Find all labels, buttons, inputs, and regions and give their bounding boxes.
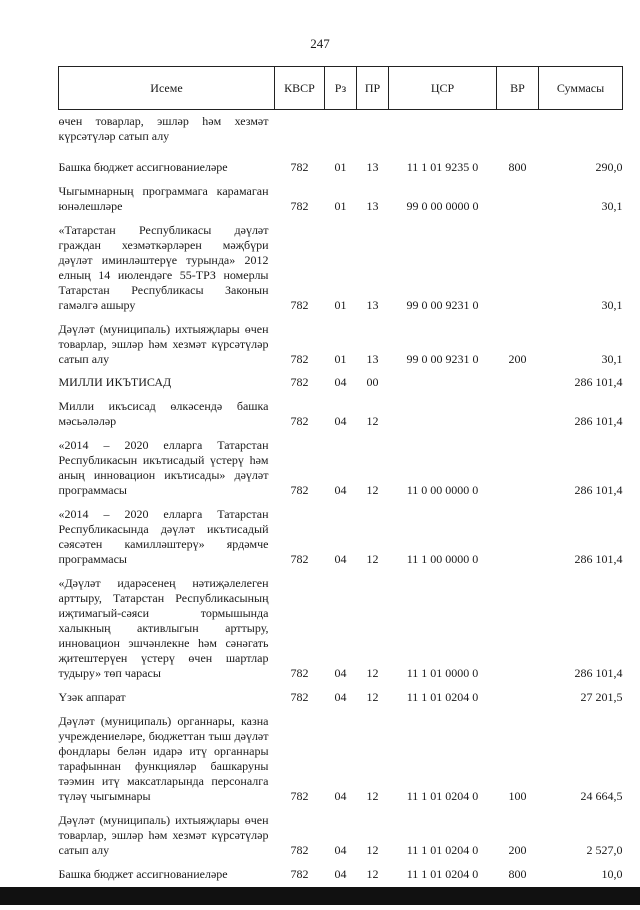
row-name: «2014 – 2020 елларга Татарстан Республикасында дәүләт икътисадый сәясәтен камилләштерү» ярдәмче программасы [59,502,275,571]
header-sum: Суммасы [539,67,623,110]
row-sum: 10,0 [539,862,623,886]
header-vr: ВР [497,67,539,110]
row-kvsr: 782 [275,218,325,317]
row-vr [497,110,539,149]
row-csr: 11 1 01 0204 0 [389,709,497,808]
row-kvsr [275,110,325,149]
row-pr: 12 [357,571,389,685]
row-rz: 01 [325,317,357,371]
row-vr: 200 [497,317,539,371]
table-row [59,110,623,149]
row-name: «Татарстан Республикасы дәүләт граждан хезмәткәрләрен мәҗбүри дәүләт иминләштерүе турында» 2012 елның 14 июлендәге 55-ТРЗ номерлы Татарстан Республикасы Законын гамәлгә ашыру [59,218,275,317]
budget-table [58,66,623,910]
table-row [59,218,623,317]
row-vr [497,394,539,433]
row-name: Милли икъсисад өлкәсендә башка мәсьәләләр [59,394,275,433]
row-kvsr: 782 [275,709,325,808]
header-kvsr: КВСР [275,67,325,110]
row-rz: 04 [325,394,357,433]
row-kvsr: 782 [275,571,325,685]
row-name: МИЛЛИ ИКЪТИСАД [59,371,275,394]
row-vr [497,685,539,709]
table-body [59,110,623,910]
table-row [59,808,623,862]
row-name: Үзәк аппарат [59,685,275,709]
row-sum: 286 101,4 [539,433,623,502]
row-sum: 286 101,4 [539,371,623,394]
header-name: Исеме [59,67,275,110]
row-pr: 12 [357,685,389,709]
row-rz: 01 [325,218,357,317]
row-name: Дәүләт (муниципаль) ихтыяҗлары өчен товарлар, эшләр һәм хезмәт күрсәтүләр сатып алу [59,317,275,371]
row-pr: 12 [357,502,389,571]
row-name: Чыгымнарның программага карамаган юнәлешләре [59,179,275,218]
row-rz: 04 [325,502,357,571]
row-csr [389,394,497,433]
row-csr: 99 0 00 9231 0 [389,317,497,371]
row-csr [389,110,497,149]
row-vr [497,371,539,394]
row-name: Дәүләт (муниципаль) ихтыяҗлары өчен товарлар, эшләр һәм хезмәт күрсәтүләр сатып алу [59,808,275,862]
header-rz: Рз [325,67,357,110]
row-vr [497,571,539,685]
row-kvsr: 782 [275,808,325,862]
row-sum: 30,1 [539,317,623,371]
row-pr: 13 [357,148,389,179]
row-pr: 13 [357,317,389,371]
row-rz: 04 [325,685,357,709]
row-vr [497,179,539,218]
row-sum: 27 201,5 [539,685,623,709]
row-pr: 13 [357,179,389,218]
row-name: Башка бюджет ассигнованиеләре [59,148,275,179]
row-sum [539,110,623,149]
row-vr [497,502,539,571]
row-rz: 01 [325,179,357,218]
row-rz: 04 [325,371,357,394]
row-name: «Дәүләт идарәсенең нәтиҗәлелеген арттыру, Татарстан Республикасының иҗтимагый-сәяси тормышында халыкның активлыгын арттыру, инновацион эшчәнлекне һәм сәнәгать җитештерүен үстерү өчен шартлар тудыру» төп чарасы [59,571,275,685]
row-kvsr: 782 [275,394,325,433]
row-rz: 04 [325,808,357,862]
row-name: Дәүләт (муниципаль) органнары, казна учреждениеләре, бюджеттан тыш дәүләт фондлары белән идарә итү органнары тарафыннан функцияләр башкаруны тәэмин итү максатларында персоналга түләү чыгымнары [59,709,275,808]
table-row [59,502,623,571]
row-pr: 00 [357,371,389,394]
row-pr [357,110,389,149]
row-csr: 11 0 00 0000 0 [389,433,497,502]
row-rz: 04 [325,571,357,685]
row-vr: 100 [497,709,539,808]
row-csr: 11 1 01 0204 0 [389,808,497,862]
row-sum: 30,1 [539,218,623,317]
row-csr: 11 1 00 0000 0 [389,502,497,571]
table-row [59,433,623,502]
row-pr: 12 [357,394,389,433]
row-vr: 200 [497,808,539,862]
row-kvsr: 782 [275,371,325,394]
row-pr: 12 [357,862,389,886]
header-pr: ПР [357,67,389,110]
row-kvsr: 782 [275,502,325,571]
row-pr: 12 [357,808,389,862]
row-sum: 24 664,5 [539,709,623,808]
header-csr: ЦСР [389,67,497,110]
table-row [59,709,623,808]
row-csr: 99 0 00 9231 0 [389,218,497,317]
row-vr: 800 [497,862,539,886]
table-row [59,371,623,394]
row-kvsr: 782 [275,433,325,502]
row-kvsr: 782 [275,862,325,886]
row-kvsr: 782 [275,317,325,371]
row-rz: 04 [325,709,357,808]
row-sum: 290,0 [539,148,623,179]
row-rz: 04 [325,862,357,886]
table-row [59,685,623,709]
row-csr: 11 1 01 9235 0 [389,148,497,179]
row-rz [325,110,357,149]
row-csr: 11 1 01 0204 0 [389,685,497,709]
row-csr: 11 1 01 0000 0 [389,571,497,685]
row-csr: 11 1 01 0204 0 [389,862,497,886]
row-vr [497,433,539,502]
row-kvsr: 782 [275,148,325,179]
row-kvsr: 782 [275,685,325,709]
row-vr [497,218,539,317]
row-rz: 04 [325,433,357,502]
row-sum: 286 101,4 [539,394,623,433]
row-sum: 286 101,4 [539,502,623,571]
table-header-row [59,67,623,110]
row-pr: 13 [357,218,389,317]
row-pr: 12 [357,709,389,808]
row-csr [389,371,497,394]
row-rz: 01 [325,148,357,179]
row-sum: 2 527,0 [539,808,623,862]
page-number: 247 [0,36,640,52]
table-row [59,862,623,886]
row-kvsr: 782 [275,179,325,218]
table-row [59,394,623,433]
table-row [59,179,623,218]
row-name: өчен товарлар, эшләр һәм хезмәт күрсәтүләр сатып алу [59,110,275,149]
table-row [59,148,623,179]
row-pr: 12 [357,433,389,502]
row-sum: 286 101,4 [539,571,623,685]
table-row [59,571,623,685]
table-row [59,317,623,371]
row-name: Башка бюджет ассигнованиеләре [59,862,275,886]
scan-edge-band [0,887,640,905]
row-csr: 99 0 00 0000 0 [389,179,497,218]
row-vr: 800 [497,148,539,179]
row-name: «2014 – 2020 елларга Татарстан Республикасын икътисадый үстерү һәм аның инновацион икътисады» дәүләт программасы [59,433,275,502]
row-sum: 30,1 [539,179,623,218]
